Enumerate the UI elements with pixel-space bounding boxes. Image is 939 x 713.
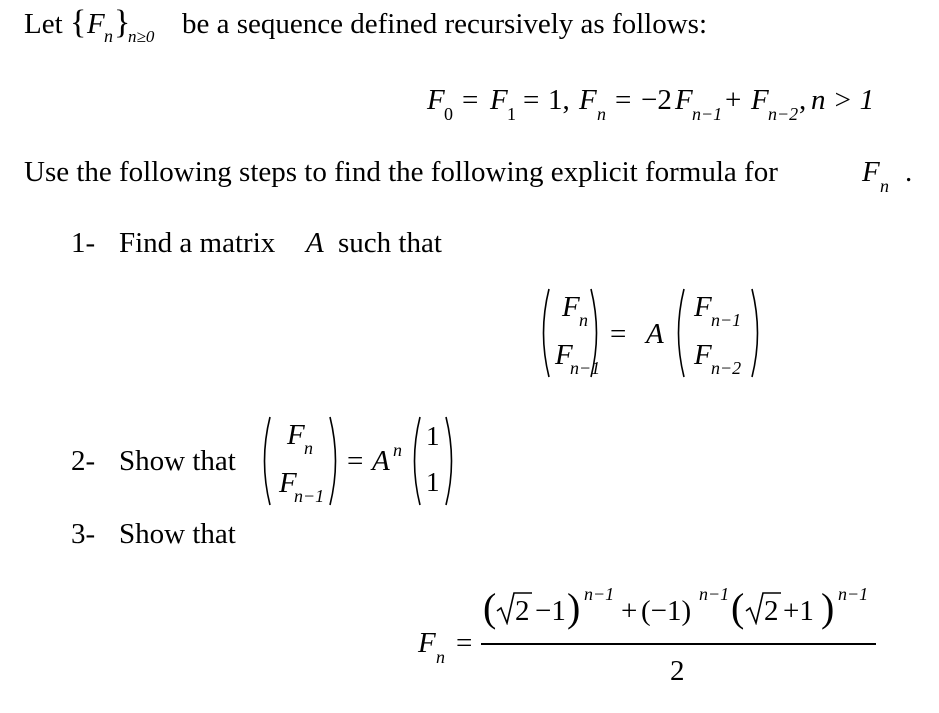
seq-index: n≥0 xyxy=(128,27,155,46)
step1-number: 1- xyxy=(71,227,96,259)
step3-number: 3- xyxy=(71,518,96,550)
step3-text: Show that xyxy=(119,518,236,550)
step1-text: Find a matrix xyxy=(119,227,276,259)
rec-Fn2: F xyxy=(751,84,769,116)
step3-F-sub: n xyxy=(436,647,445,667)
step1-equals: = xyxy=(610,318,627,350)
num-exp-1: n−1 xyxy=(584,584,615,604)
rec-one: 1, xyxy=(548,84,570,116)
step2-vec-top: 1 xyxy=(426,421,440,451)
step1-text2: such that xyxy=(338,227,442,259)
step2-lhs-top-F: F xyxy=(287,419,305,451)
step2-lhs-vector xyxy=(258,415,340,507)
step2-lhs-bot-F: F xyxy=(279,467,297,499)
step2-ones-vector xyxy=(408,415,458,507)
step1-rhs-bot-sub: n−2 xyxy=(711,358,742,378)
rec-F1: F xyxy=(490,84,508,116)
rec-eq2: = xyxy=(523,84,540,116)
step1-lhs-bot-sub: n−1 xyxy=(570,358,601,378)
rec-eq3: = xyxy=(615,84,632,116)
seq-n: n xyxy=(104,26,113,46)
step1-lhs-bot-F: F xyxy=(555,339,573,371)
instruction-F: F xyxy=(862,156,880,188)
step1-lhs-top-sub: n xyxy=(579,310,588,330)
step1-lhs-top-F: F xyxy=(562,291,580,323)
num-exp-3: n−1 xyxy=(838,584,869,604)
step3-equals: = xyxy=(456,627,473,659)
seq-F: F xyxy=(87,8,105,40)
step2-text: Show that xyxy=(119,445,236,477)
step2-A-exp: n xyxy=(393,440,402,460)
step2-vec-bot: 1 xyxy=(426,467,440,497)
step1-eq-A: A xyxy=(646,318,664,350)
rec-subn: n xyxy=(597,104,606,124)
num-minus-one: −1 xyxy=(535,595,566,627)
instruction-period: . xyxy=(905,156,913,188)
rec-eq1: = xyxy=(462,84,479,116)
step2-A: A xyxy=(372,445,390,477)
step1-lhs-vector xyxy=(537,287,603,379)
left-brace: { xyxy=(70,4,87,41)
step2-number: 2- xyxy=(71,445,96,477)
instruction-text: Use the following steps to find the following explicit formula for xyxy=(24,156,778,188)
step1-rhs-vector xyxy=(672,287,764,379)
step1-A: A xyxy=(306,227,324,259)
intro-rest: be a sequence defined recursively as follows: xyxy=(182,8,708,40)
rec-sub1: 1 xyxy=(507,104,516,124)
rec-minus2: −2 xyxy=(641,84,672,116)
denominator: 2 xyxy=(670,655,685,687)
step2-lhs-top-sub: n xyxy=(304,438,313,458)
num-exp-2: n−1 xyxy=(699,584,730,604)
rec-F0: F xyxy=(427,84,445,116)
rec-plus: + xyxy=(725,84,742,116)
rec-Fn1: F xyxy=(675,84,693,116)
sqrt-radicand-1: 2 xyxy=(515,595,530,627)
rec-subn1: n−1 xyxy=(692,104,723,124)
step3-F: F xyxy=(418,627,436,659)
step2-equals: = xyxy=(347,445,364,477)
num-plus: + xyxy=(621,595,638,627)
num-close-paren-1: ) xyxy=(567,585,581,630)
rec-comma: , xyxy=(799,84,807,116)
step1-rhs-bot-F: F xyxy=(694,339,712,371)
step2-lhs-bot-sub: n−1 xyxy=(294,486,325,506)
num-close-paren-3: ) xyxy=(821,585,835,630)
rec-cond: n > 1 xyxy=(811,84,875,116)
fraction-bar xyxy=(481,643,876,645)
num-open-paren-1: ( xyxy=(483,585,497,630)
num-minus-one-paren: (−1) xyxy=(641,595,692,627)
right-brace: } xyxy=(114,4,131,41)
intro-let: Let xyxy=(24,8,63,40)
step1-rhs-top-sub: n−1 xyxy=(711,310,742,330)
num-plus-one: +1 xyxy=(783,595,814,627)
rec-subn2: n−2 xyxy=(768,104,799,124)
step1-rhs-top-F: F xyxy=(694,291,712,323)
rec-Fn: F xyxy=(579,84,597,116)
sqrt-radicand-2: 2 xyxy=(764,595,779,627)
num-open-paren-3: ( xyxy=(731,585,745,630)
rec-sub0: 0 xyxy=(444,104,453,124)
instruction-sub: n xyxy=(880,176,889,196)
